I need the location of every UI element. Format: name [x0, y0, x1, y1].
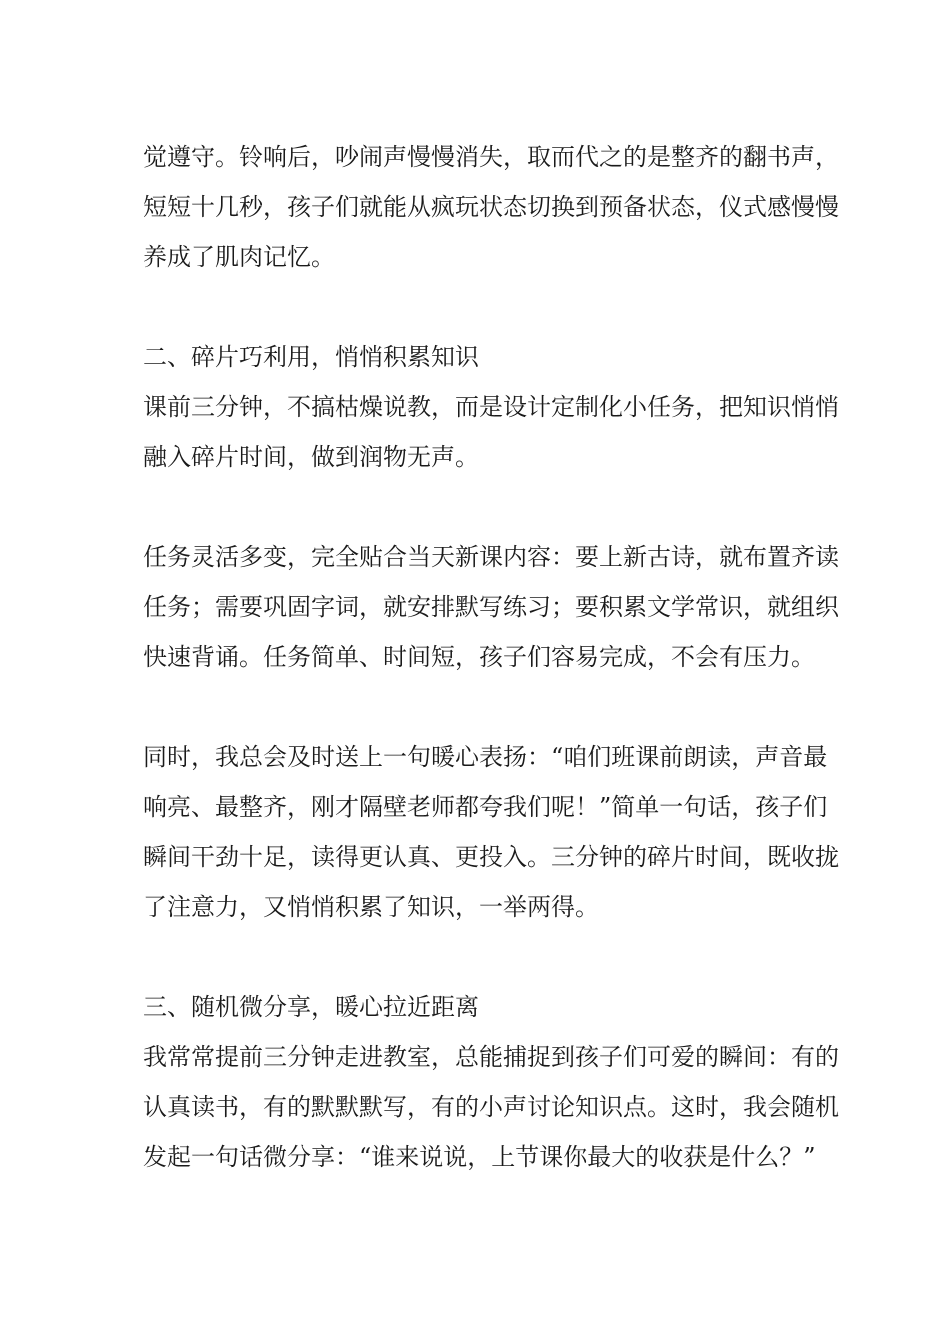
paragraph-intro-continuation — [143, 132, 839, 282]
section-heading-2: 二、碎片巧利用，悄悄积累知识 — [143, 343, 479, 371]
text-line: 任务；需要巩固字词，就安排默写练习；要积累文学常识，就组织 — [143, 593, 839, 621]
paragraph-section2-1 — [143, 382, 839, 482]
paragraph-gap — [143, 282, 811, 332]
text-line: 养成了肌肉记忆。 — [143, 243, 335, 271]
paragraph-gap — [143, 682, 811, 732]
text-line: 认真读书，有的默默默写，有的小声讨论知识点。这时，我会随机 — [143, 1093, 839, 1121]
text-line: 发起一句话微分享：“谁来说说，上节课你最大的收获是什么？” — [143, 1143, 816, 1171]
paragraph-section2-2 — [143, 532, 839, 682]
text-line: 课前三分钟，不搞枯燥说教，而是设计定制化小任务，把知识悄悄 — [143, 393, 839, 421]
paragraph-section3-1 — [143, 1032, 839, 1182]
document-body — [143, 132, 839, 1182]
section-heading-3: 三、随机微分享，暖心拉近距离 — [143, 993, 479, 1021]
paragraph-gap — [143, 482, 811, 532]
text-line: 同时，我总会及时送上一句暖心表扬：“咱们班课前朗读，声音最 — [143, 743, 828, 771]
paragraph-gap — [143, 932, 811, 982]
text-line: 觉遵守。铃响后，吵闹声慢慢消失，取而代之的是整齐的翻书声， — [143, 143, 839, 171]
paragraph-section2-3 — [143, 732, 839, 932]
text-line: 我常常提前三分钟走进教室，总能捕捉到孩子们可爱的瞬间：有的 — [143, 1043, 839, 1071]
text-line: 任务灵活多变，完全贴合当天新课内容：要上新古诗，就布置齐读 — [143, 543, 839, 571]
text-line: 响亮、最整齐，刚才隔壁老师都夸我们呢！”简单一句话，孩子们 — [143, 793, 828, 821]
text-line: 快速背诵。任务简单、时间短，孩子们容易完成，不会有压力。 — [143, 643, 815, 671]
text-line: 短短十几秒，孩子们就能从疯玩状态切换到预备状态，仪式感慢慢 — [143, 193, 839, 221]
text-line: 瞬间干劲十足，读得更认真、更投入。三分钟的碎片时间，既收拢 — [143, 843, 839, 871]
text-line: 了注意力，又悄悄积累了知识，一举两得。 — [143, 893, 599, 921]
text-line: 融入碎片时间，做到润物无声。 — [143, 443, 479, 471]
